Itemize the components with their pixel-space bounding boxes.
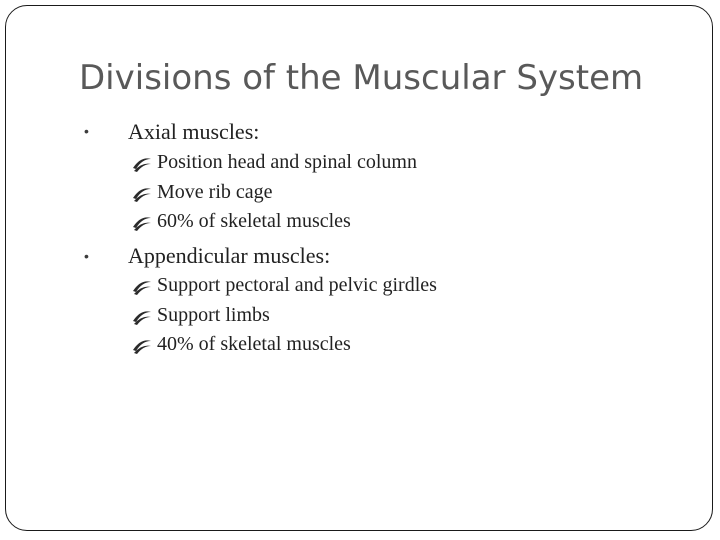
list-item: 40% of skeletal muscles	[157, 333, 351, 355]
slide-title: Divisions of the Muscular System	[79, 58, 644, 98]
double-swoosh-bullet-icon	[132, 308, 152, 326]
list-item: Position head and spinal column	[157, 151, 417, 173]
round-bullet-icon: •	[84, 248, 89, 264]
section-heading-appendicular: Appendicular muscles:	[128, 243, 331, 268]
list-item: Support pectoral and pelvic girdles	[157, 274, 437, 296]
list-item: Support limbs	[157, 304, 270, 326]
double-swoosh-bullet-icon	[132, 185, 152, 203]
double-swoosh-bullet-icon	[132, 278, 152, 296]
list-item: 60% of skeletal muscles	[157, 210, 351, 232]
double-swoosh-bullet-icon	[132, 214, 152, 232]
double-swoosh-bullet-icon	[132, 337, 152, 355]
section-heading-axial: Axial muscles:	[128, 119, 260, 144]
round-bullet-icon: •	[84, 123, 89, 139]
list-item: Move rib cage	[157, 181, 273, 203]
double-swoosh-bullet-icon	[132, 155, 152, 173]
